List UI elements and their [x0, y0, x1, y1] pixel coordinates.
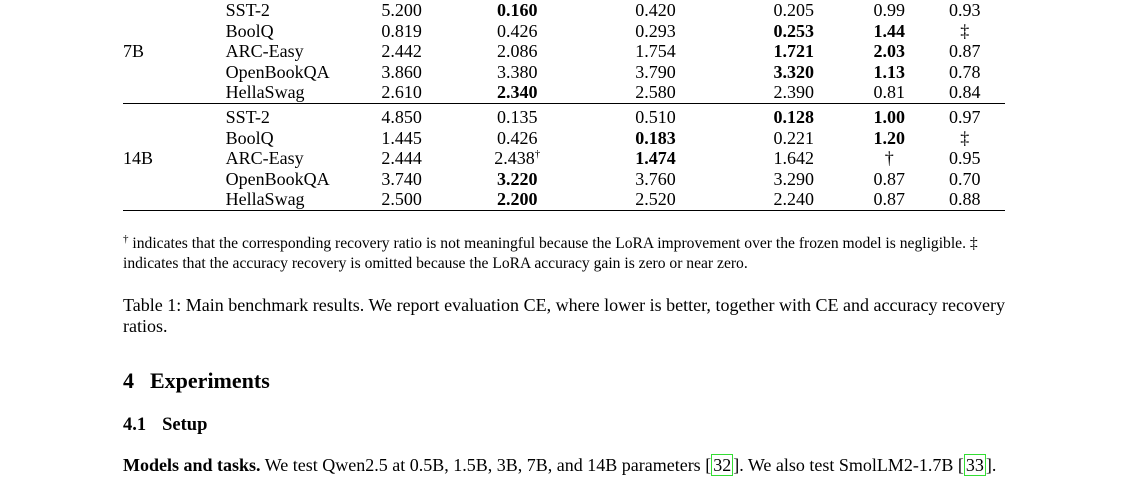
value-text: 3.320 — [773, 61, 814, 82]
value-text: 3.760 — [635, 168, 676, 189]
value-cell — [924, 103, 1005, 127]
value-text: 1.474 — [635, 148, 676, 169]
value-cell — [578, 148, 734, 169]
value-text: 1.13 — [873, 61, 906, 82]
value-cell — [578, 189, 734, 210]
value-text: 2.340 — [496, 82, 538, 103]
value-text: 2.200 — [496, 189, 538, 210]
value-text: 3.220 — [496, 168, 538, 189]
dagger-note: indicates that the corresponding recovery ratio is not meaningful because the LoRA improvement over the frozen model is negligible. — [128, 235, 970, 252]
value-text: 2.438 — [494, 148, 535, 169]
value-cell — [578, 82, 734, 103]
table-row — [123, 21, 1005, 42]
table-row — [123, 189, 1005, 210]
value-text: 0.87 — [873, 189, 906, 210]
value-text: 0.293 — [635, 20, 676, 41]
value-text: 0.95 — [948, 148, 981, 169]
value-text: 0.93 — [948, 0, 981, 20]
value-cell — [346, 189, 457, 210]
value-text: 0.426 — [496, 127, 538, 148]
value-text: 5.200 — [381, 0, 422, 20]
value-text: 4.850 — [381, 106, 422, 127]
value-cell — [457, 103, 578, 127]
model-size-cell: 14B — [123, 148, 154, 169]
value-cell — [733, 148, 854, 169]
model-size-cell — [123, 189, 226, 210]
value-cell — [924, 82, 1005, 103]
value-text: 3.790 — [635, 61, 676, 82]
value-text: 1.642 — [773, 148, 814, 169]
paragraph-text-1: We test Qwen2.5 at 0.5B, 1.5B, 3B, 7B, and 14B parameters — [260, 455, 706, 475]
value-text: 0.128 — [773, 106, 814, 127]
value-text: 1.754 — [635, 41, 676, 62]
value-text: 2.03 — [873, 41, 906, 62]
value-text: 2.520 — [635, 189, 676, 210]
subsection-heading — [123, 415, 207, 436]
value-text: 3.740 — [381, 168, 422, 189]
value-cell — [457, 128, 578, 149]
paragraph-lead: Models and tasks. — [123, 455, 261, 475]
value-cell — [578, 103, 734, 127]
value-cell — [578, 169, 734, 190]
model-size-cell — [123, 82, 226, 103]
table-row — [123, 148, 1005, 169]
table-row — [123, 0, 1005, 21]
value-cell — [457, 62, 578, 83]
task-name-cell: OpenBookQA — [225, 61, 330, 82]
value-text: 3.380 — [496, 61, 538, 82]
value-cell — [733, 62, 854, 83]
value-text: 3.860 — [381, 61, 422, 82]
value-text: 0.160 — [496, 0, 538, 20]
value-cell — [457, 189, 578, 210]
value-cell — [924, 62, 1005, 83]
value-cell — [457, 0, 578, 21]
value-cell — [733, 169, 854, 190]
value-cell — [733, 103, 854, 127]
value-text: ‡ — [960, 127, 970, 148]
task-name-cell: BoolQ — [225, 127, 274, 148]
table-caption: Table 1: Main benchmark results. We report evaluation CE, where lower is better, together with CE and accuracy recovery ratios. — [123, 295, 1005, 336]
value-text: 0.426 — [496, 20, 538, 41]
model-size-cell — [123, 103, 226, 127]
model-size-cell — [123, 21, 226, 42]
table-row — [123, 128, 1005, 149]
section-title-text: Experiments — [150, 368, 270, 393]
value-cell — [854, 148, 924, 169]
value-cell — [733, 41, 854, 62]
value-cell — [346, 41, 457, 62]
citation-link-33[interactable]: 33 — [965, 455, 984, 475]
paragraph-text-2: . We also test SmolLM2-1.7B — [739, 455, 958, 475]
value-cell — [578, 62, 734, 83]
value-text: 2.240 — [773, 189, 814, 210]
value-cell — [457, 148, 578, 169]
value-text: 2.086 — [496, 41, 538, 62]
value-text: 0.253 — [773, 20, 814, 41]
value-cell — [457, 41, 578, 62]
value-cell — [924, 21, 1005, 42]
task-name-cell: ARC-Easy — [225, 41, 304, 62]
table-row — [123, 41, 1005, 62]
value-cell — [924, 169, 1005, 190]
value-text: 0.87 — [948, 41, 981, 62]
value-cell — [457, 82, 578, 103]
table-row — [123, 82, 1005, 103]
value-cell — [733, 128, 854, 149]
table-footnote — [123, 234, 1005, 273]
task-name-cell: ARC-Easy — [225, 148, 304, 169]
table-row — [123, 62, 1005, 83]
value-text: 1.00 — [873, 106, 906, 127]
citation-link-32[interactable]: 32 — [713, 455, 732, 475]
task-name-cell: BoolQ — [225, 20, 274, 41]
value-text: † — [884, 148, 894, 169]
model-size-cell — [123, 62, 226, 83]
value-text: 2.500 — [381, 189, 422, 210]
value-cell — [733, 21, 854, 42]
value-text: 2.610 — [381, 82, 422, 103]
value-text: 2.442 — [381, 41, 422, 62]
value-cell — [854, 169, 924, 190]
task-name-cell: SST-2 — [226, 103, 347, 127]
section-heading — [123, 368, 270, 394]
value-cell — [457, 21, 578, 42]
value-cell — [578, 128, 734, 149]
value-cell — [733, 0, 854, 21]
section-number: 4 — [123, 368, 134, 393]
value-text: 0.205 — [773, 0, 814, 20]
value-text: 0.81 — [873, 82, 906, 103]
value-cell — [578, 21, 734, 42]
task-name-cell: HellaSwag — [226, 189, 347, 210]
value-text: 1.20 — [873, 127, 906, 148]
model-size-cell: 7B — [123, 41, 145, 62]
model-size-cell — [123, 169, 226, 190]
value-text: 1.445 — [381, 127, 422, 148]
value-cell — [346, 148, 457, 169]
value-cell — [924, 0, 1005, 21]
value-cell — [733, 189, 854, 210]
dagger-mark: † — [534, 148, 541, 161]
value-cell — [854, 0, 924, 21]
value-cell — [854, 128, 924, 149]
value-cell — [854, 21, 924, 42]
value-text: 0.420 — [635, 0, 676, 20]
value-cell — [346, 169, 457, 190]
value-cell — [854, 82, 924, 103]
value-text: 0.221 — [773, 127, 814, 148]
subsection-title-text: Setup — [162, 415, 208, 435]
value-cell — [924, 41, 1005, 62]
table-row — [123, 103, 1005, 127]
double-dagger-mark: ‡ — [969, 235, 978, 252]
dagger-mark: † — [123, 232, 129, 245]
value-text: ‡ — [960, 20, 970, 41]
value-text: 0.70 — [948, 168, 981, 189]
body-paragraph: Models and tasks. We test Qwen2.5 at 0.5B, 1.5B, 3B, 7B, and 14B parameters [ 32 ]. We also test SmolLM2-1.7B [ 33 ]. — [123, 455, 997, 475]
table-row — [123, 169, 1005, 190]
paragraph-text-3: . — [991, 455, 997, 475]
model-size-cell — [123, 0, 226, 21]
value-cell — [854, 103, 924, 127]
value-cell — [346, 62, 457, 83]
value-text: 3.290 — [773, 168, 814, 189]
double-dagger-note: indicates that the accuracy recovery is omitted because the LoRA accuracy gain is zero or near zero. — [123, 254, 748, 272]
task-name-cell: SST-2 — [225, 0, 270, 20]
value-cell — [346, 21, 457, 42]
value-cell — [733, 82, 854, 103]
value-text: 0.183 — [635, 127, 676, 148]
value-text: 0.99 — [873, 0, 906, 20]
value-text: 0.97 — [948, 106, 981, 127]
value-cell — [854, 62, 924, 83]
value-text: 0.78 — [948, 61, 981, 82]
value-text: 2.444 — [381, 148, 422, 169]
value-cell — [346, 128, 457, 149]
value-text: 2.580 — [635, 82, 676, 103]
results-table-body — [123, 0, 1005, 210]
results-table — [123, 0, 1005, 211]
subsection-number: 4.1 — [123, 415, 147, 435]
value-text: 1.721 — [773, 41, 814, 62]
value-cell — [346, 0, 457, 21]
value-cell — [924, 148, 1005, 169]
value-cell — [457, 169, 578, 190]
value-cell — [924, 128, 1005, 149]
value-cell — [854, 189, 924, 210]
value-text: 0.84 — [948, 82, 981, 103]
model-size-cell — [123, 128, 226, 149]
value-text: 0.88 — [948, 189, 981, 210]
value-cell — [578, 0, 734, 21]
value-text: 0.87 — [873, 168, 906, 189]
value-text: 0.510 — [635, 106, 676, 127]
value-cell — [346, 103, 457, 127]
value-cell — [346, 82, 457, 103]
value-text: 0.135 — [496, 106, 538, 127]
value-text: 1.44 — [873, 20, 906, 41]
task-name-cell: OpenBookQA — [225, 168, 330, 189]
value-cell — [578, 41, 734, 62]
task-name-cell: HellaSwag — [225, 82, 305, 103]
value-cell — [854, 41, 924, 62]
value-text: 0.819 — [381, 20, 422, 41]
value-cell — [924, 189, 1005, 210]
value-text: 2.390 — [773, 82, 814, 103]
